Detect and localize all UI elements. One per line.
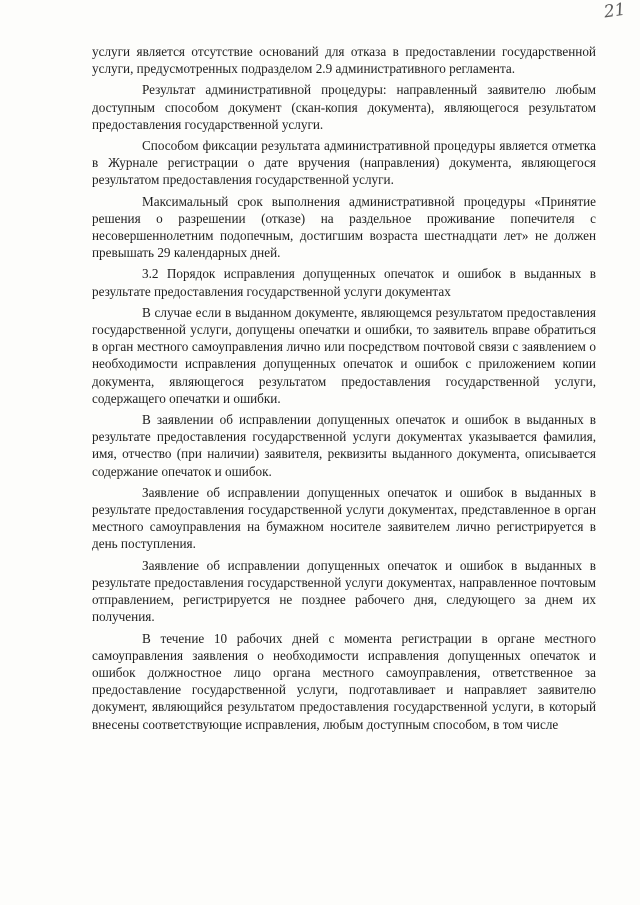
- paragraph-maximum-term: Максимальный срок выполнения административной процедуры «Принятие решения о разрешении (отказе) на раздельное проживание попечителя с несовершеннолетним подопечным, достигшим возраста шестнадцати лет» не должен превышать 29 календарных дней.: [92, 193, 596, 261]
- paragraph-grounds-for-refusal: услуги является отсутствие оснований для отказа в предоставлении государственной услуги, предусмотренных подразделом 2.9 административного регламента.: [92, 44, 596, 77]
- paragraph-application-contents: В заявлении об исправлении допущенных опечаток и ошибок в выданных в результате предоставления государственной услуги документах указывается фамилия, имя, отчество (при наличии) заявителя, реквизиты выданного документа, описывается содержание опечаток и ошибок.: [92, 412, 596, 479]
- document-body: [92, 43, 596, 736]
- paragraph-correction-deadline: В течение 10 рабочих дней с момента регистрации в органе местного самоуправления заявления о необходимости исправления допущенных опечаток и ошибок должностное лицо органа местного самоуправления, ответственное за предоставление государственной услуги, подготавливает и направляет заявителю документ, являющийся результатом предоставления государственной услуги, в который внесены соответствующие исправления, любым доступным способом, в том числе: [92, 630, 596, 732]
- handwritten-page-number: 21: [602, 0, 628, 23]
- paragraph-in-person-registration: Заявление об исправлении допущенных опечаток и ошибок в выданных в результате предоставления государственной услуги документах, представленное в орган местного самоуправления на бумажном носителе заявителем лично регистрируется в день поступления.: [92, 484, 596, 552]
- paragraph-right-to-apply: В случае если в выданном документе, являющемся результатом предоставления государственной услуги, допущены опечатки и ошибки, то заявитель вправе обратиться в орган местного самоуправления лично или посредством почтовой связи с заявлением о необходимости исправления допущенных опечаток и ошибок с приложением копии документа, являющегося результатом предоставления государственной услуги, содержащего опечатки и ошибки.: [92, 304, 596, 406]
- section-heading-3-2: 3.2 Порядок исправления допущенных опечаток и ошибок в выданных в результате предоставления государственной услуги документах: [92, 266, 596, 299]
- paragraph-procedure-result: Результат административной процедуры: направленный заявителю любым доступным способом документ (скан-копия документа), являющегося результатом предоставления государственной услуги.: [92, 82, 596, 132]
- paragraph-postal-registration: Заявление об исправлении допущенных опечаток и ошибок в выданных в результате предоставления государственной услуги документах, направленное почтовым отправлением, регистрируется не позднее рабочего дня, следующего за днем их получения.: [92, 557, 596, 625]
- paragraph-result-fixation: Способом фиксации результата административной процедуры является отметка в Журнале регистрации о дате вручения (направления) документа, являющегося результатом предоставления государственной услуги.: [92, 138, 596, 188]
